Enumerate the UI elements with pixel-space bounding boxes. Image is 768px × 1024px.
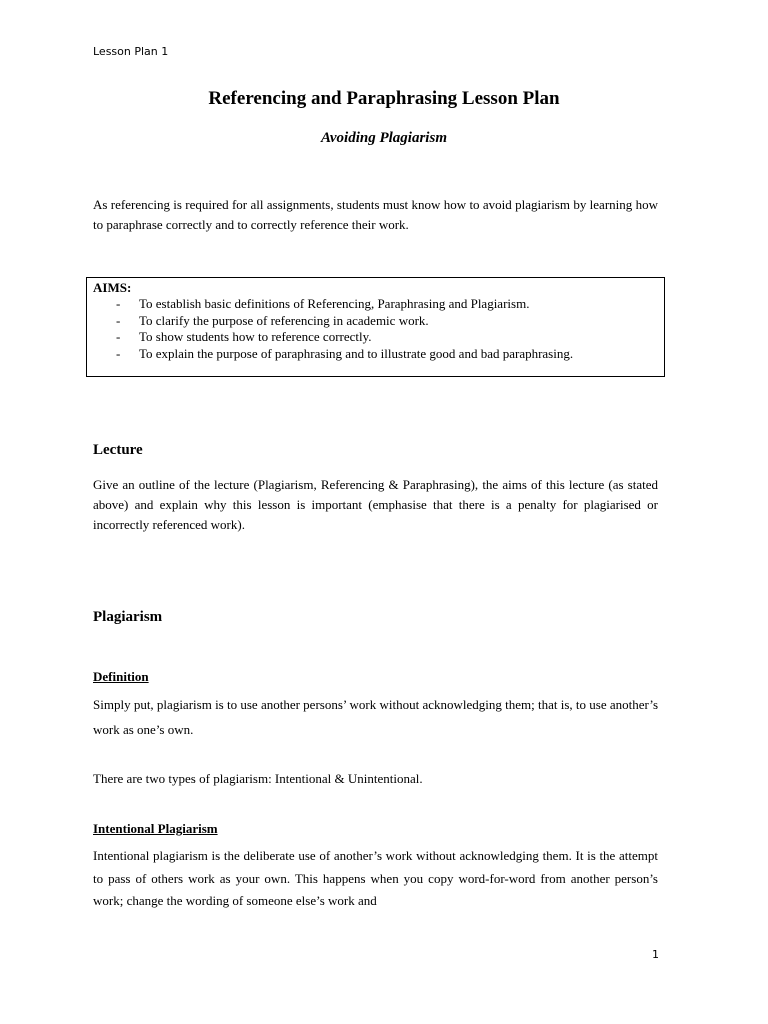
types-paragraph: There are two types of plagiarism: Intentional & Unintentional. xyxy=(93,771,423,786)
bullet-dash: - xyxy=(116,345,121,361)
intro-paragraph: As referencing is required for all assignments, students must know how to avoid plagiarism by learning how to paraphrase correctly and to correctly reference their work. xyxy=(93,197,658,232)
document-title: Referencing and Paraphrasing Lesson Plan xyxy=(208,88,560,109)
aims-list xyxy=(93,296,658,362)
bullet-dash: - xyxy=(116,329,121,344)
aims-box xyxy=(86,277,665,377)
intentional-plagiarism-paragraph: Intentional plagiarism is the deliberate use of another’s work without acknowledging them. It is the attempt to pass of others work as your own. This happens when you copy word-for-word from another person’s work; change the wording of someone else’s work and xyxy=(93,848,658,908)
aims-item xyxy=(93,296,658,313)
definition-paragraph: Simply put, plagiarism is to use another persons’ work without acknowledging them; that is, to use another’s work as one’s own. xyxy=(93,697,658,737)
intentional-plagiarism-heading: Intentional Plagiarism xyxy=(93,821,218,836)
aims-label: AIMS: xyxy=(93,280,132,295)
aims-item-text: To establish basic definitions of Referencing, Paraphrasing and Plagiarism. xyxy=(139,296,530,311)
definition-heading: Definition xyxy=(93,669,149,684)
bullet-dash: - xyxy=(116,312,121,328)
aims-item-text: To clarify the purpose of referencing in academic work. xyxy=(139,312,429,328)
aims-item xyxy=(93,329,658,346)
aims-item-text: To explain the purpose of paraphrasing and to illustrate good and bad paraphrasing. xyxy=(139,345,574,361)
aims-item xyxy=(93,313,658,330)
lecture-heading: Lecture xyxy=(93,442,143,458)
page-number: 1 xyxy=(652,948,659,961)
plagiarism-heading: Plagiarism xyxy=(93,609,163,625)
aims-item xyxy=(93,346,658,363)
page-header: Lesson Plan 1 xyxy=(93,45,169,58)
bullet-dash: - xyxy=(116,296,121,311)
lecture-paragraph: Give an outline of the lecture (Plagiarism, Referencing & Paraphrasing), the aims of this lecture (as stated above) and explain why this lesson is important (emphasise that there is a penalty for plagiarised or incorrectly referenced work). xyxy=(93,477,658,532)
document-subtitle: Avoiding Plagiarism xyxy=(321,130,447,146)
aims-item-text: To show students how to reference correctly. xyxy=(139,329,372,344)
